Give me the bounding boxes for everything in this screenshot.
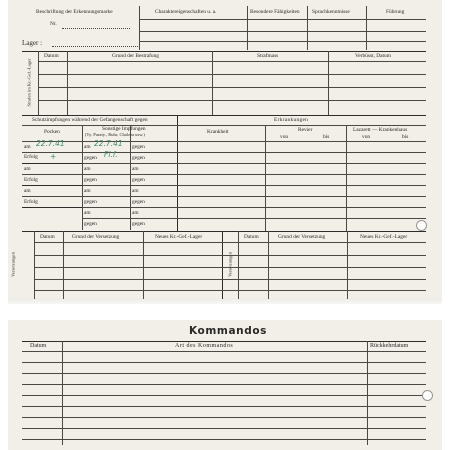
- strafen-grund: Grund der Bestrafung: [112, 53, 160, 59]
- strafen-side-label: Strafen im Kr.-Gef.-Lager: [26, 58, 32, 107]
- nr-label: Nr.: [50, 21, 57, 27]
- pocken-erfolg-2: Erfolg: [24, 177, 38, 183]
- lager-label: Lager :: [22, 39, 43, 47]
- vers-neues-right: Neues Kr.-Gef.-Lager: [360, 234, 408, 240]
- kommandos-art: Art des Kommandos: [175, 343, 234, 349]
- erkrankungen-header: Erkrankungen: [274, 117, 309, 123]
- strafen-strafmass: Strafmass: [257, 53, 279, 59]
- nr-dotline: [62, 28, 130, 29]
- sonst-am-4b: am: [132, 210, 139, 216]
- strafen-verbuesst: Verbüsst, Datum: [355, 53, 391, 59]
- vers-neues-left: Neues Kr.-Gef.-Lager: [155, 234, 203, 240]
- charakter-label: Charaktereigenschaften u. a.: [155, 9, 217, 15]
- revier-bis: bis: [323, 134, 330, 140]
- krankheit-label: Krankheit: [207, 129, 229, 135]
- punch-hole-bottom: [422, 390, 433, 401]
- vers-grund-left: Grund der Versetzung: [72, 234, 120, 240]
- lazarett-von: von: [362, 134, 371, 140]
- strafen-datum: Datum: [44, 53, 59, 59]
- sonst-gegen-3a: gegen: [84, 199, 97, 205]
- sonstige-sub: (Ty. Paraty., Ruhr, Cholera usw.): [85, 132, 145, 137]
- pocken-erfolg-handwritten: +: [50, 152, 57, 161]
- sonst-am-2b: am: [132, 166, 139, 172]
- pocken-erfolg-1: Erfolg: [24, 154, 38, 160]
- sonst-gegen-1b: gegen: [84, 155, 97, 161]
- sonst-gegen-4a: gegen: [84, 221, 97, 227]
- pocken-erfolg-3: Erfolg: [24, 199, 38, 205]
- vers-datum-right: Datum: [244, 234, 259, 240]
- sonstige-label: Sonstige Impfungen: [102, 126, 146, 132]
- lager-dotline: [52, 46, 138, 47]
- pocken-am-1: am: [24, 144, 31, 150]
- sonst-gegen-2a: gegen: [84, 177, 97, 183]
- vers-grund-right: Grund der Versetzung: [278, 234, 326, 240]
- faehigkeiten-label: Besondere Fähigkeiten: [250, 9, 300, 15]
- sprachen-label: Sprachkenntnisse: [312, 9, 350, 15]
- sonst-gegen-2b: gegen: [132, 177, 145, 183]
- punch-hole-top: [416, 220, 427, 231]
- sonst-gegen-4b: gegen: [132, 221, 145, 227]
- sonst-gegen-3b: gegen: [132, 199, 145, 205]
- pocken-am-3: am: [24, 188, 31, 194]
- sonst-am-2a: am: [84, 166, 91, 172]
- fold-gap: [8, 304, 442, 320]
- revier-von: von: [280, 134, 289, 140]
- versetzungen-side-left: Versetzungen: [10, 252, 16, 277]
- pocken-am-2: am: [24, 166, 31, 172]
- sonst-gegen-1c: gegen: [132, 155, 145, 161]
- sonst-gegen-handwritten: Fl.f.: [104, 150, 118, 159]
- sonst-am-3a: am: [84, 188, 91, 194]
- lazarett-label: Lazarett — Krankenhaus: [353, 127, 408, 133]
- versetzungen-side-right: Versetzungen: [227, 252, 233, 277]
- sonst-am-3b: am: [132, 188, 139, 194]
- kommandos-rueckkehr: Rückkehrdatum: [370, 343, 409, 349]
- fuehrung-label: Führung: [386, 9, 405, 15]
- form-card: [8, 0, 442, 450]
- vers-datum-left: Datum: [40, 234, 55, 240]
- pocken-label: Pocken: [44, 129, 60, 135]
- kommandos-datum: Datum: [30, 343, 47, 349]
- impfungen-header: Schutzimpfungen während der Gefangenschaft gegen: [32, 117, 148, 123]
- revier-label: Revier: [298, 127, 313, 133]
- sonst-gegen-1a: gegen: [132, 144, 145, 150]
- lazarett-bis: bis: [402, 134, 409, 140]
- sonst-date-handwritten: 22.7.41: [94, 139, 123, 148]
- kommandos-title: Kommandos: [189, 325, 267, 337]
- sonst-am-1a: am: [84, 144, 91, 150]
- marke-label: Beschriftung der Erkennungsmarke: [36, 9, 113, 15]
- sonst-am-4a: am: [84, 210, 91, 216]
- pocken-date-handwritten: 22.7.41: [36, 139, 65, 148]
